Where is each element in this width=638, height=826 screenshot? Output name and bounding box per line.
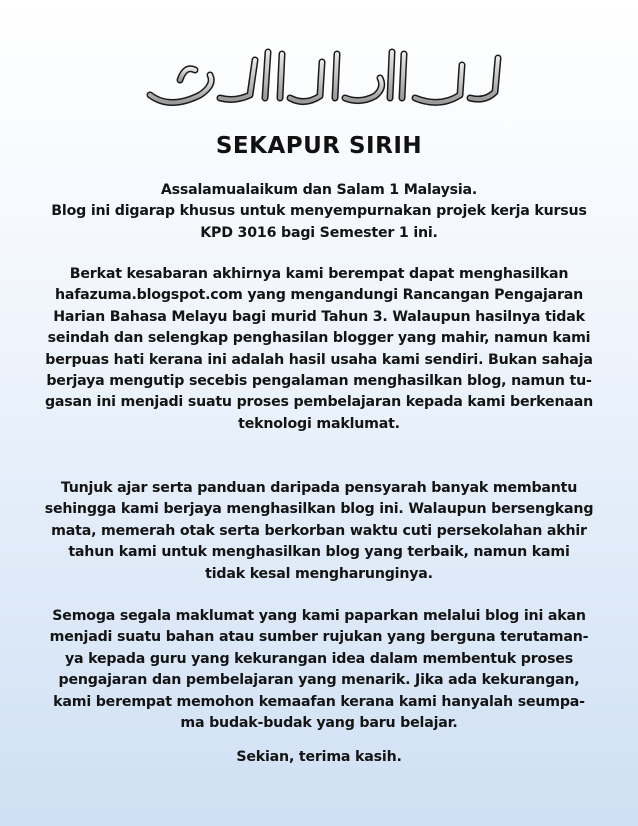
text-line: kami berempat memohon kemaafan kerana kami hanyalah seumpa-	[53, 693, 585, 710]
text-line: Harian Bahasa Melayu bagi murid Tahun 3. Walaupun hasilnya tidak	[53, 308, 585, 325]
text-line: Sekian, terima kasih.	[236, 749, 402, 765]
text-line: KPD 3016 bagi Semester 1 ini.	[200, 224, 438, 241]
text-line: Berkat kesabaran akhirnya kami berempat dapat menghasilkan	[69, 266, 569, 282]
text-line: tahun kami untuk menghasilkan blog yang terbaik, namun kami	[68, 544, 570, 561]
text-line: Assalamualaikum dan Salam 1 Malaysia.	[160, 182, 478, 198]
page-title: SEKAPUR SIRIH	[215, 133, 423, 159]
text-line: ya kepada guru yang kekurangan idea dalam membentuk proses	[65, 650, 573, 667]
hope-paragraph	[10, 606, 628, 734]
text-line: gasan ini menjadi suatu proses pembelajaran kepada kami berkenaan	[44, 394, 594, 411]
text-line: seindah dan selengkap penghasilan blogger yang mahir, namun kami	[47, 330, 591, 347]
text-line: teknologi maklumat.	[238, 415, 400, 432]
text-line: Blog ini digarap khusus untuk menyempurnakan projek kerja kursus	[51, 203, 587, 220]
text-line: berpuas hati kerana ini adalah hasil usaha kami sendiri. Bukan sahaja	[45, 351, 593, 368]
acknowledgement-paragraph	[10, 478, 628, 585]
text-line: hafazuma.blogspot.com yang mengandungi Rancangan Pengajaran	[54, 287, 584, 304]
text-line: sehingga kami berjaya menghasilkan blog ini. Walaupun bersengkang	[44, 501, 594, 518]
text-line: Tunjuk ajar serta panduan daripada pensyarah banyak membantu	[60, 480, 578, 496]
bismillah-calligraphy	[140, 40, 510, 115]
text-line: tidak kesal mengharunginya.	[205, 565, 433, 582]
calligraphy-graphic	[140, 40, 510, 115]
text-line: pengajaran dan pembelajaran yang menarik. Jika ada kekurangan,	[58, 672, 580, 689]
text-line: berjaya mengutip secebis pengalaman menghasilkan blog, namun tu-	[46, 373, 592, 390]
text-line: mata, memerah otak serta berkorban waktu cuti persekolahan akhir	[51, 522, 587, 539]
closing-paragraph	[10, 747, 628, 768]
intro-paragraph	[10, 264, 628, 435]
text-line: ma budak-budak yang baru belajar.	[180, 715, 458, 732]
text-line: Semoga segala maklumat yang kami paparkan melalui blog ini akan	[52, 608, 586, 624]
greeting-paragraph	[10, 180, 628, 244]
text-line: menjadi suatu bahan atau sumber rujukan yang berguna terutaman-	[49, 629, 589, 646]
